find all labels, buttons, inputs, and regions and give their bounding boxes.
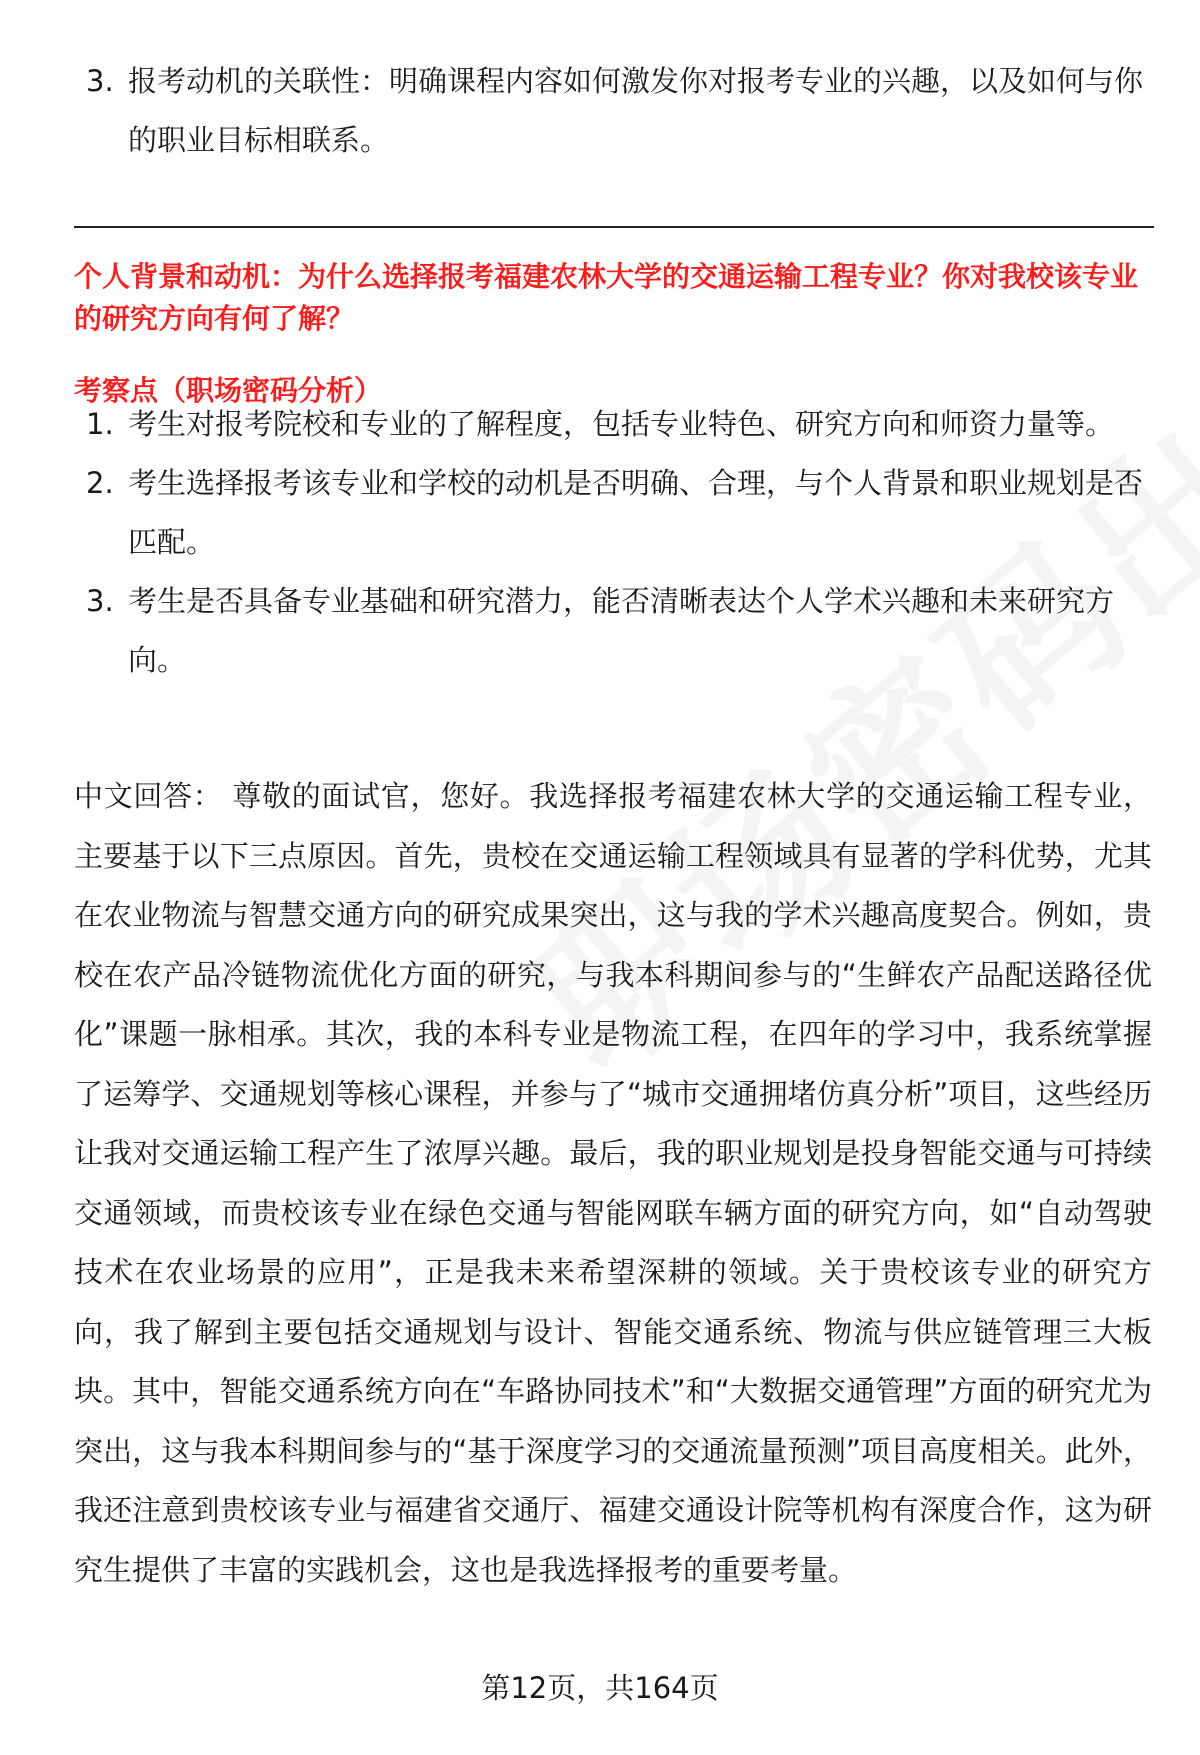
list-item-text: 报考动机的关联性：明确课程内容如何激发你对报考专业的兴趣，以及如何与你的职业目标相联系。 bbox=[128, 64, 1144, 157]
page-number-footer: 第12页，共164页 bbox=[481, 1671, 719, 1705]
focus-points-list bbox=[74, 395, 1154, 690]
focus-points-heading: 考察点（职场密码分析） bbox=[74, 374, 383, 407]
list-item-number: 3. bbox=[86, 64, 114, 98]
interview-question: 个人背景和动机：为什么选择报考福建农林大学的交通运输工程专业？你对我校该专业的研究方向有何了解？ bbox=[74, 260, 1139, 335]
list-item bbox=[74, 454, 1154, 572]
list-item bbox=[74, 572, 1154, 690]
list-item-text: 考生对报考院校和专业的了解程度，包括专业特色、研究方向和师资力量等。 bbox=[128, 407, 1115, 441]
list-item-number: 1. bbox=[86, 407, 114, 441]
section-divider bbox=[74, 226, 1154, 228]
list-item bbox=[74, 52, 1154, 170]
previous-points-list bbox=[74, 52, 1154, 170]
list-item-number: 3. bbox=[86, 584, 114, 618]
list-item-number: 2. bbox=[86, 466, 114, 500]
list-item-text: 考生选择报考该专业和学校的动机是否明确、合理，与个人背景和职业规划是否匹配。 bbox=[128, 466, 1144, 559]
list-item-text: 考生是否具备专业基础和研究潜力，能否清晰表达个人学术兴趣和未来研究方向。 bbox=[128, 584, 1115, 677]
chinese-answer-paragraph: 中文回答： 尊敬的面试官，您好。我选择报考福建农林大学的交通运输工程专业，主要基于以下三点原因。首先，贵校在交通运输工程领域具有显著的学科优势，尤其在农业物流与智慧交通方向的研究成果突出，这与我的学术兴趣高度契合。例如，贵校在农产品冷链物流优化方面的研究，与我本科期间参与的“生鲜农产品配送路径优化”课题一脉相承。其次，我的本科专业是物流工程，在四年的学习中，我系统掌握了运筹学、交通规划等核心课程，并参与了“城市交通拥堵仿真分析”项目，这些经历让我对交通运输工程产生了浓厚兴趣。最后，我的职业规划是投身智能交通与可持续交通领域，而贵校该专业在绿色交通与智能网联车辆方面的研究方向，如“自动驾驶技术在农业场景的应用”，正是我未来希望深耕的领域。关于贵校该专业的研究方向，我了解到主要包括交通规划与设计、智能交通系统、物流与供应链管理三大板块。其中，智能交通系统方向在“车路协同技术”和“大数据交通管理”方面的研究尤为突出，这与我本科期间参与的“基于深度学习的交通流量预测”项目高度相关。此外，我还注意到贵校该专业与福建省交通厅、福建交通设计院等机构有深度合作，这为研究生提供了丰富的实践机会，这也是我选择报考的重要考量。 bbox=[74, 779, 1152, 1587]
list-item bbox=[74, 395, 1154, 454]
